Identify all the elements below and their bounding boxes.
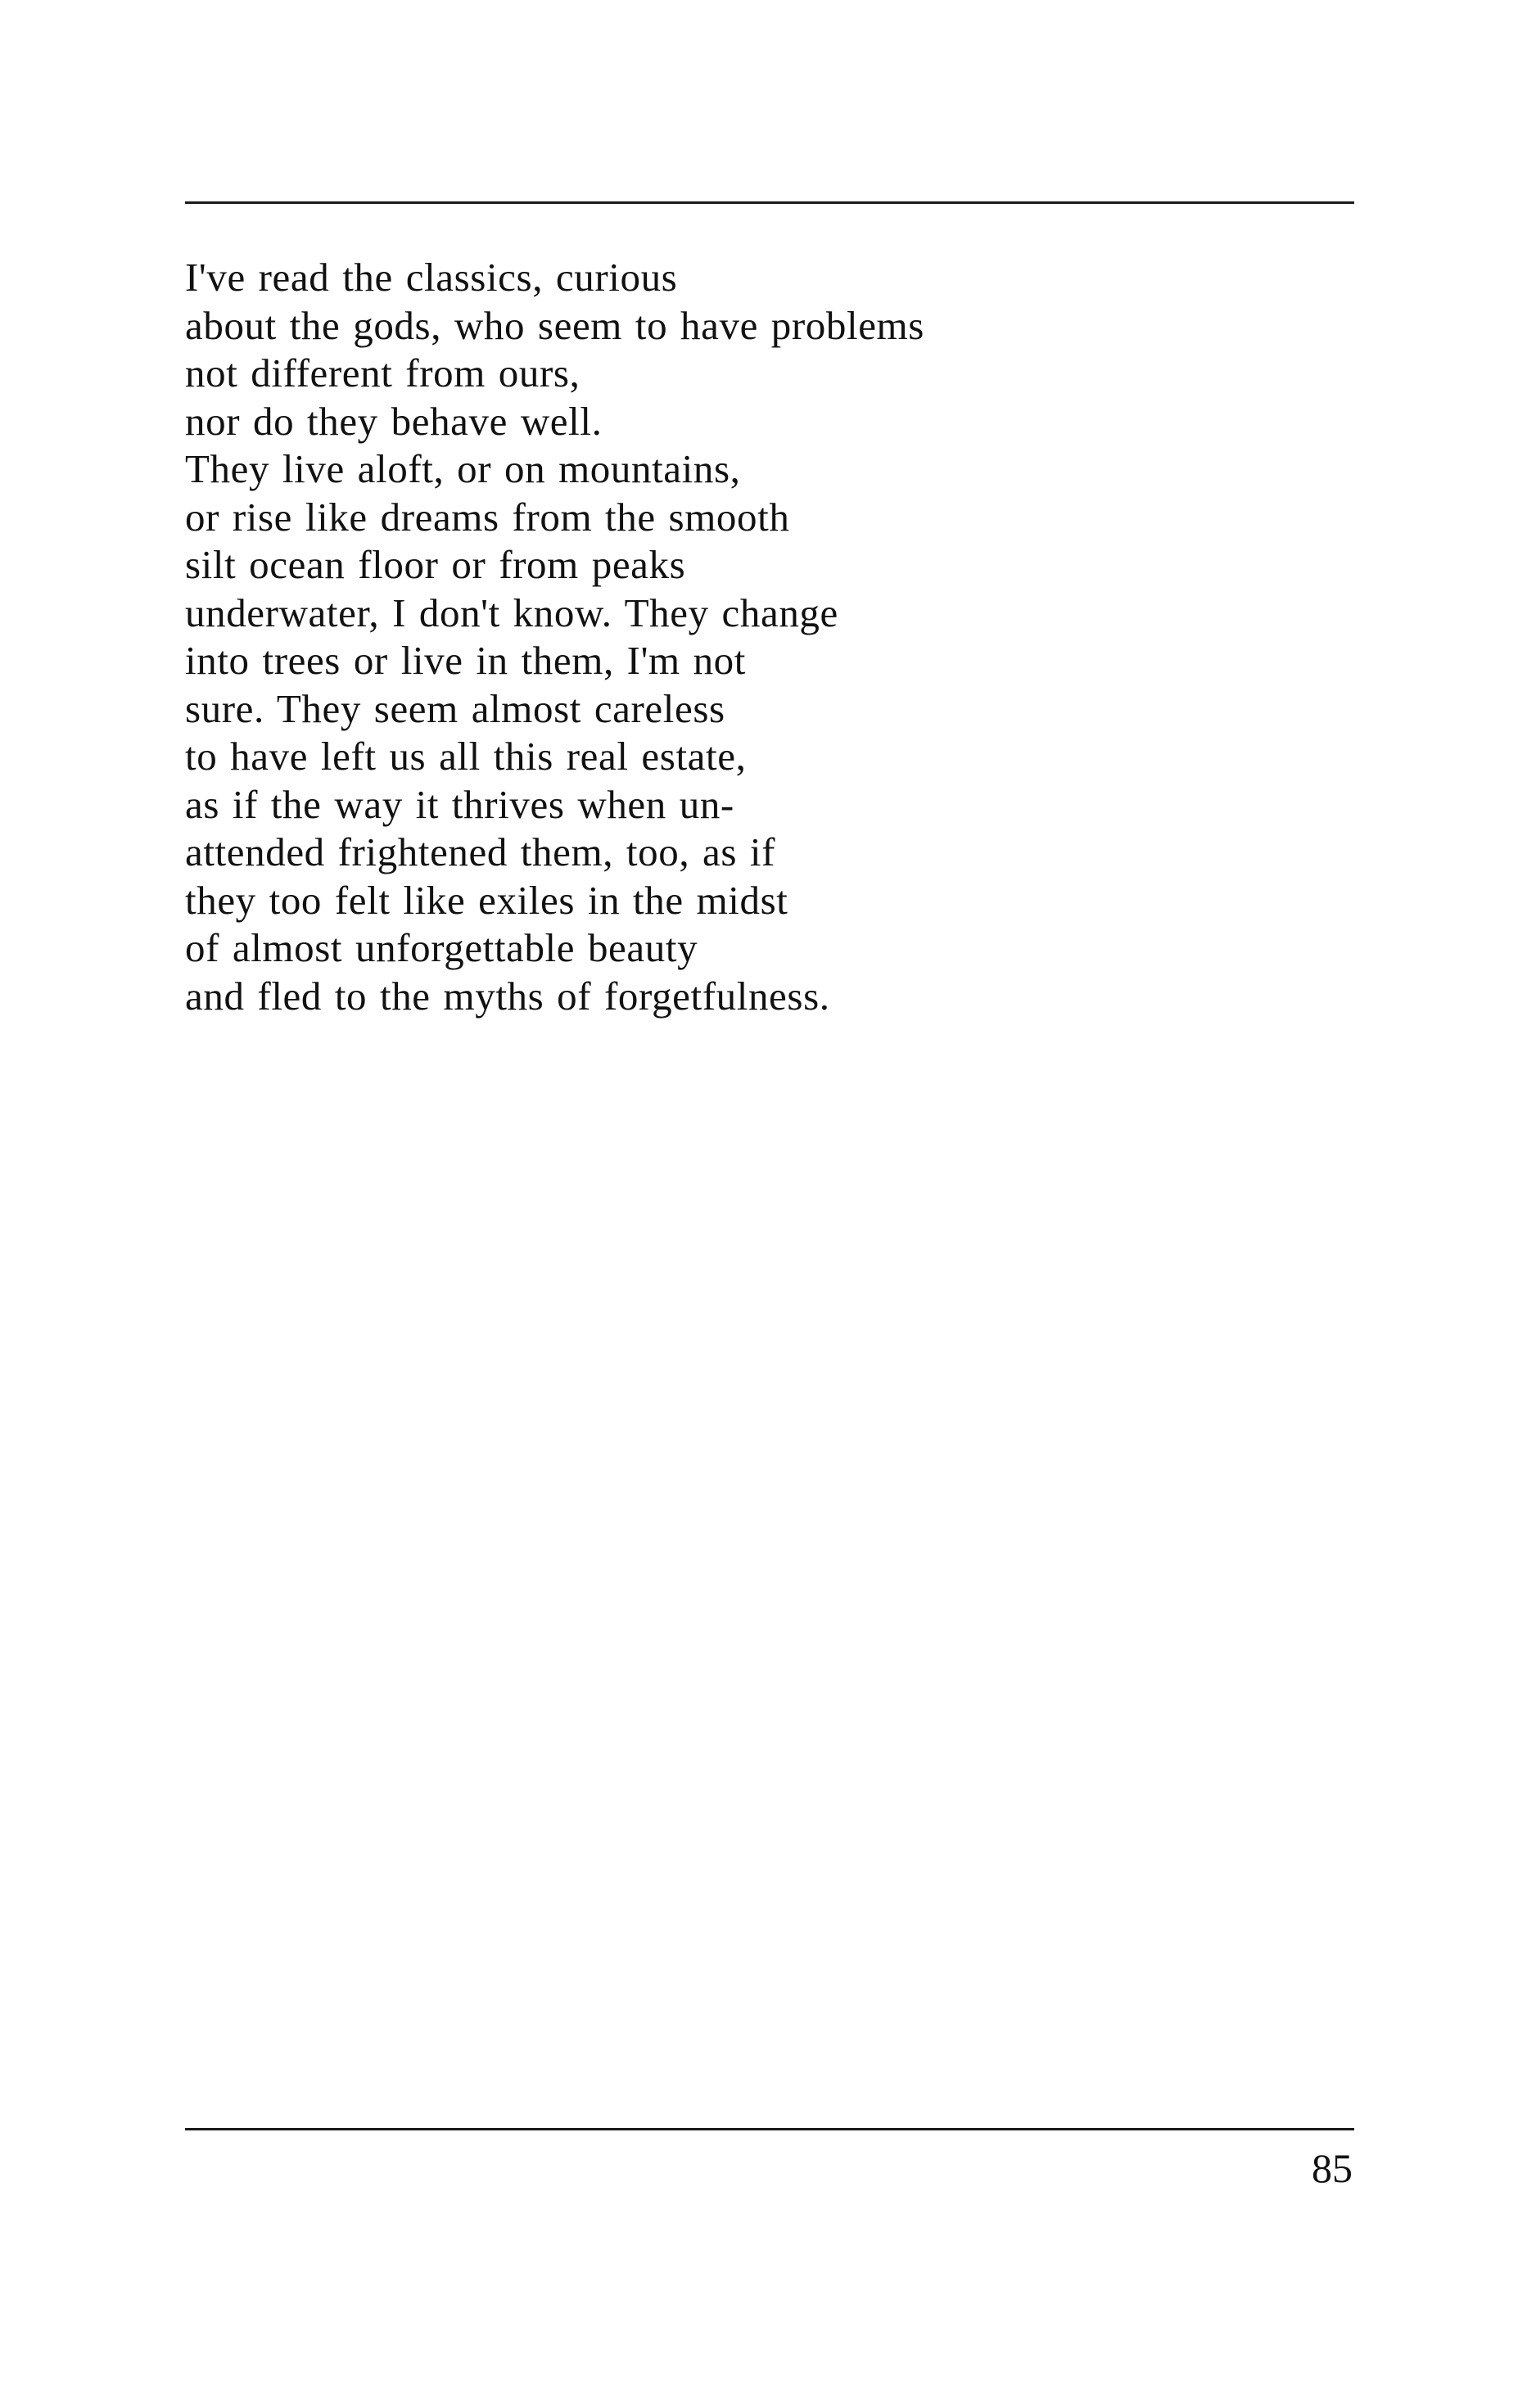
- poem-line: they too felt like exiles in the midst: [185, 877, 788, 923]
- poem-line: into trees or live in them, I'm not: [185, 638, 746, 683]
- page-number: 85: [1312, 2145, 1353, 2191]
- poem-line: silt ocean floor or from peaks: [185, 542, 686, 587]
- poem-line: of almost unforgettable beauty: [185, 925, 698, 970]
- poem-line: to have left us all this real estate,: [185, 734, 747, 779]
- poem-line: about the gods, who seem to have problems: [185, 302, 924, 348]
- poem-line: nor do they behave well.: [185, 398, 603, 444]
- poem-line: and fled to the myths of forgetfulness.: [185, 973, 830, 1019]
- poem-line: They live aloft, or on mountains,: [185, 446, 741, 491]
- bottom-rule: [185, 2128, 1354, 2130]
- poem-line: not different from ours,: [185, 350, 581, 395]
- poem-line: or rise like dreams from the smooth: [185, 494, 790, 540]
- poem-line: I've read the classics, curious: [185, 255, 678, 300]
- poem-line: underwater, I don't know. They change: [185, 590, 838, 635]
- top-rule: [185, 201, 1354, 204]
- poem-line: sure. They seem almost careless: [185, 685, 725, 731]
- poem-line: as if the way it thrives when un-: [185, 781, 734, 827]
- poem-text: [185, 254, 1348, 1020]
- poem-line: attended frightened them, too, as if: [185, 829, 776, 874]
